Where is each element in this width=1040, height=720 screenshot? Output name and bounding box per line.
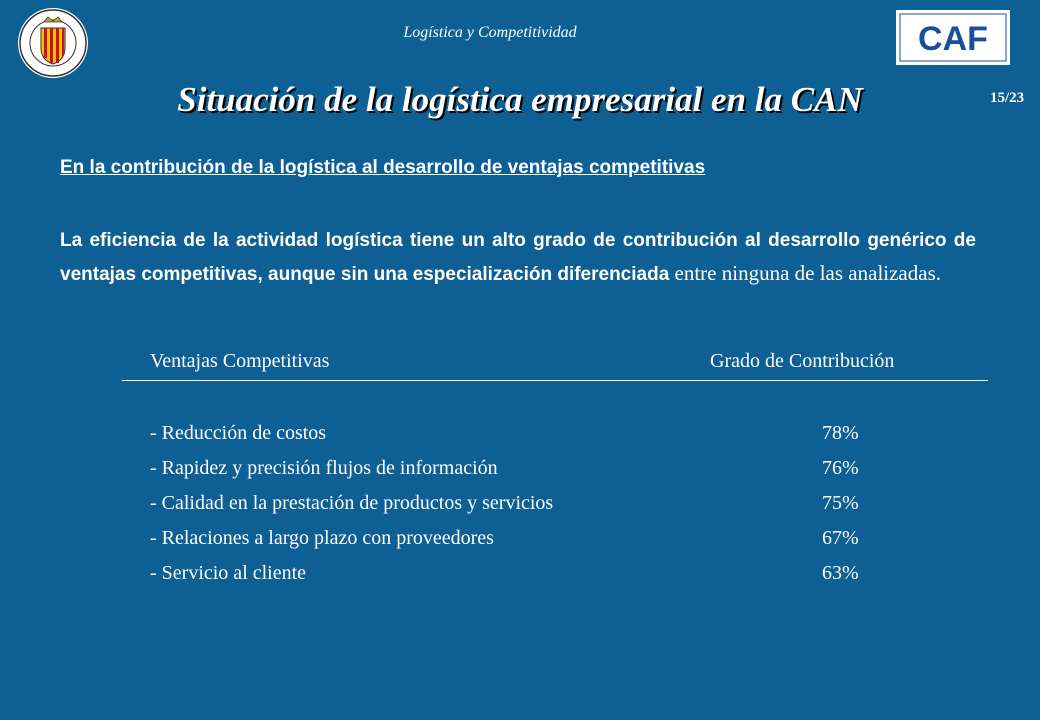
- row-label: - Rapidez y precisión flujos de información: [150, 457, 498, 479]
- col-header-ventajas: Ventajas Competitivas: [150, 350, 330, 372]
- row-value: 75%: [822, 492, 859, 514]
- caf-logo: [896, 10, 1010, 65]
- header-divider: [122, 380, 988, 381]
- header-title: Logística y Competitividad: [403, 24, 577, 41]
- row-label: - Relaciones a largo plazo con proveedores: [150, 527, 494, 549]
- body-paragraph: [60, 223, 976, 291]
- table-row: [150, 527, 910, 562]
- logo-text: CAF: [918, 20, 988, 58]
- table-row: [150, 492, 910, 527]
- row-label: - Servicio al cliente: [150, 562, 307, 584]
- table-body: [150, 422, 910, 597]
- row-value: 78%: [822, 422, 859, 444]
- row-value: 63%: [822, 562, 859, 584]
- table-row: [150, 562, 910, 597]
- row-value: 67%: [822, 527, 859, 549]
- table-row: [150, 457, 910, 492]
- col-header-grado: Grado de Contribución: [710, 350, 895, 372]
- row-label: - Calidad en la prestación de productos y servicios: [150, 492, 554, 514]
- row-value: 76%: [822, 457, 859, 479]
- paragraph-bold-text: La eficiencia de la actividad logística tiene un alto grado de contribución al desarrollo genérico de ventajas competitivas, aunque sin una especialización diferenciada: [60, 230, 976, 285]
- university-seal-logo: [14, 6, 92, 80]
- table-row: [150, 422, 910, 457]
- page-number: 15/23: [990, 90, 1025, 106]
- paragraph-plain-text: entre ninguna de las analizadas.: [669, 261, 941, 285]
- table-header: [150, 350, 960, 373]
- row-label: - Reducción de costos: [150, 422, 327, 444]
- slide-title: Situación de la logística empresarial en la CAN: [177, 80, 863, 119]
- section-subtitle: En la contribución de la logística al desarrollo de ventajas competitivas: [60, 157, 706, 178]
